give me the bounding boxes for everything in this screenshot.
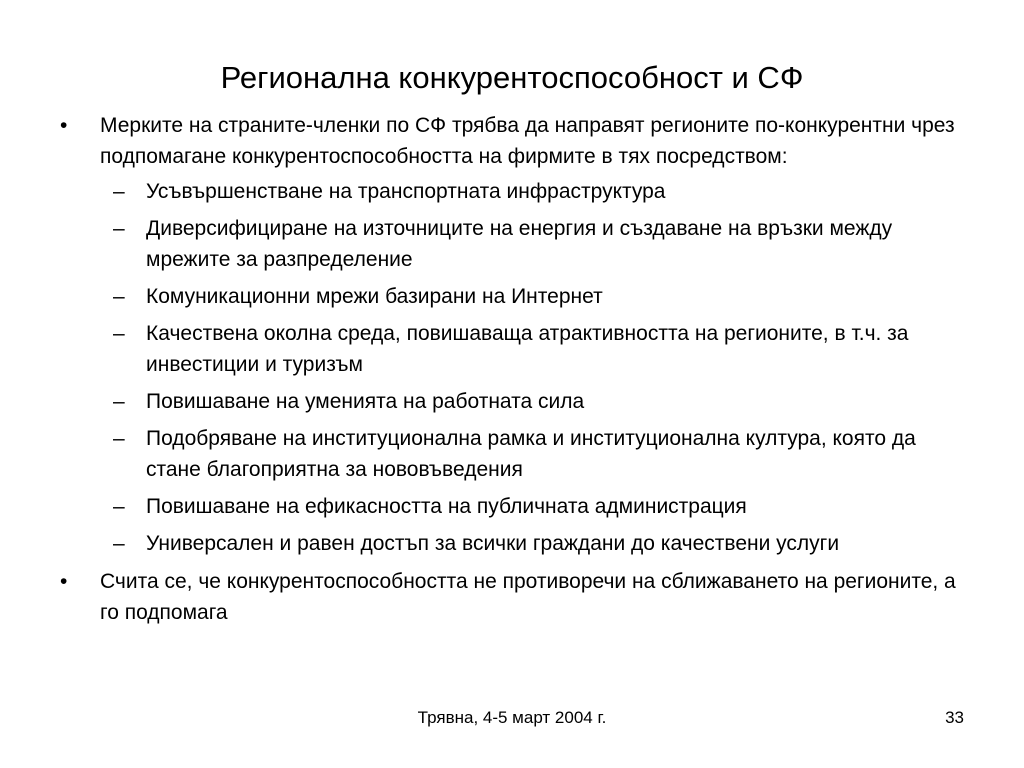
bullet-item [60, 566, 960, 628]
bullet-item [60, 110, 960, 559]
dash-marker: – [113, 495, 125, 518]
bullet-text: Счита се, че конкурентоспособността не противоречи на сближаването на регионите, а го подпомага [100, 570, 956, 624]
bullet-marker: • [60, 114, 68, 137]
sub-bullet-item [100, 491, 960, 522]
sub-bullet-text: Повишаване на ефикасността на публичната администрация [146, 495, 747, 518]
sub-bullet-item [100, 528, 960, 559]
dash-marker: – [113, 427, 125, 450]
dash-marker: – [113, 390, 125, 413]
bullet-text: Мерките на страните-членки по СФ трябва да направят регионите по-конкурентни чрез подпомагане конкурентоспособността на фирмите в тях посредством: [100, 114, 955, 168]
bullet-list [60, 110, 960, 635]
dash-marker: – [113, 322, 125, 345]
dash-marker: – [113, 285, 125, 308]
sub-bullet-text: Подобряване на институционална рамка и институционална култура, която да стане благоприятна за нововъведения [146, 427, 916, 481]
footer-date-location: Трявна, 4-5 март 2004 г. [417, 708, 607, 727]
sub-bullet-text: Повишаване на уменията на работната сила [146, 390, 585, 413]
sub-bullet-item [100, 176, 960, 207]
sub-bullet-list [100, 176, 960, 559]
sub-bullet-item [100, 213, 960, 275]
sub-bullet-item [100, 318, 960, 380]
sub-bullet-text: Комуникационни мрежи базирани на Интернет [146, 285, 603, 308]
sub-bullet-item [100, 423, 960, 485]
page-number: 33 [945, 708, 964, 727]
sub-bullet-text: Качествена околна среда, повишаваща атрактивността на регионите, в т.ч. за инвестиции и туризъм [146, 322, 909, 376]
dash-marker: – [113, 532, 125, 555]
sub-bullet-text: Усъвършенстване на транспортната инфраструктура [146, 180, 666, 203]
sub-bullet-text: Универсален и равен достъп за всички граждани до качествени услуги [146, 532, 840, 555]
slide-title: Регионална конкурентоспособност и СФ [220, 60, 804, 95]
sub-bullet-text: Диверсифициране на източниците на енергия и създаване на връзки между мрежите за разпределение [146, 217, 893, 271]
dash-marker: – [113, 217, 125, 240]
dash-marker: – [113, 180, 125, 203]
bullet-marker: • [60, 570, 68, 593]
sub-bullet-item [100, 281, 960, 312]
sub-bullet-item [100, 386, 960, 417]
